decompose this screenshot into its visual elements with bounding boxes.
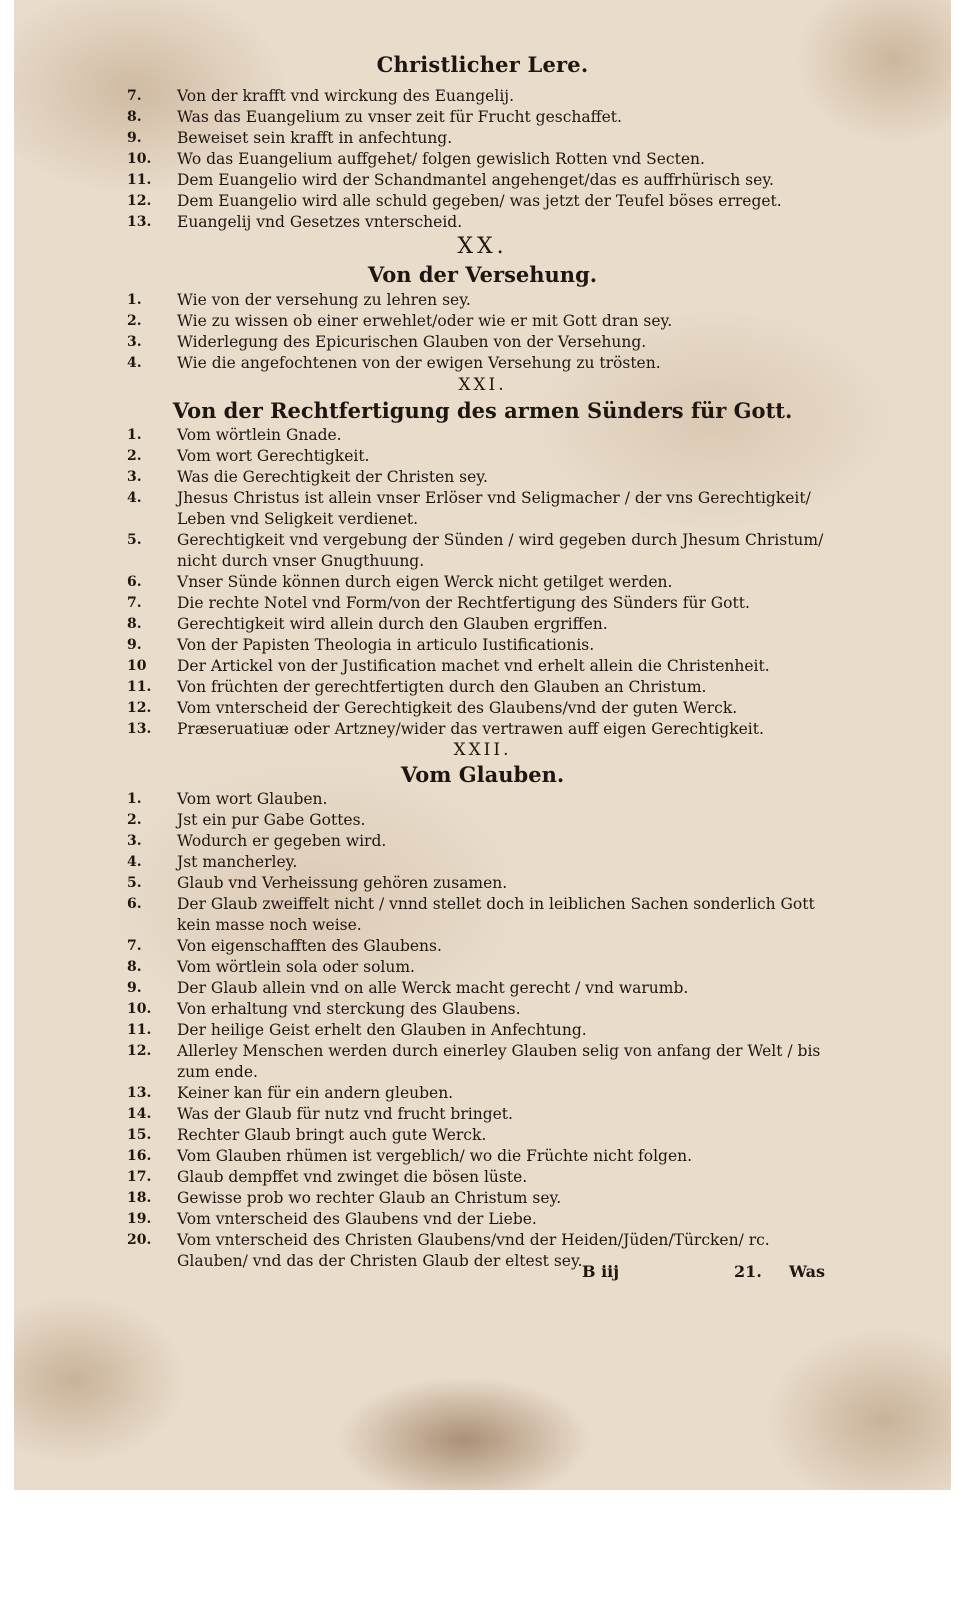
- item-text: Gerechtigkeit vnd vergebung der Sünden / wird gegeben durch Jhesum Christum/ nicht durch vnser Gnugthuung.: [177, 531, 824, 570]
- item-number: 3.: [127, 334, 142, 350]
- item-number: 12.: [127, 193, 152, 209]
- item-text: Wie die angefochtenen von der ewigen Versehung zu trösten.: [177, 354, 661, 372]
- item-number: 9.: [127, 637, 142, 653]
- item-number: 9.: [127, 980, 142, 996]
- item-text: Allerley Menschen werden durch einerley Glauben selig von anfang der Welt / bis zum ende.: [177, 1042, 821, 1081]
- item-text: Gewisse prob wo rechter Glaub an Christum sey.: [177, 1189, 562, 1207]
- item-number: 12.: [127, 1043, 152, 1059]
- item-number: 8.: [127, 616, 142, 632]
- item-text: Der heilige Geist erhelt den Glauben in Anfechtung.: [177, 1021, 587, 1039]
- item-text: Was das Euangelium zu vnser zeit für Frucht geschaffet.: [177, 108, 622, 126]
- item-text: Von früchten der gerechtfertigten durch den Glauben an Christum.: [177, 678, 707, 696]
- item-number: 7.: [127, 595, 142, 611]
- item-text: Von der Papisten Theologia in articulo Iustificationis.: [177, 636, 595, 654]
- item-number: 5.: [127, 875, 142, 891]
- item-text: Wodurch er gegeben wird.: [177, 832, 387, 850]
- item-text: Von der krafft vnd wirckung des Euangelij.: [177, 87, 515, 105]
- item-number: 3.: [127, 833, 142, 849]
- item-text: Was die Gerechtigkeit der Christen sey.: [177, 468, 488, 486]
- item-number: 11.: [127, 679, 152, 695]
- catchword: Was: [789, 1262, 825, 1281]
- item-text: Vom wort Gerechtigkeit.: [177, 447, 370, 465]
- item-number: 10.: [127, 151, 152, 167]
- item-number: 20.: [127, 1232, 152, 1248]
- item-number: 13.: [127, 1085, 152, 1101]
- item-number: 13.: [127, 214, 152, 230]
- item-number: 5.: [127, 532, 142, 548]
- item-text: Rechter Glaub bringt auch gute Werck.: [177, 1126, 487, 1144]
- item-text: Die rechte Notel vnd Form/von der Rechtfertigung des Sünders für Gott.: [177, 594, 750, 612]
- item-text: Widerlegung des Epicurischen Glauben von der Versehung.: [177, 333, 647, 351]
- item-text: Vom wörtlein sola oder solum.: [177, 958, 415, 976]
- item-number: 15.: [127, 1127, 152, 1143]
- catch-number: 21.: [734, 1262, 762, 1281]
- signature-mark: B iij: [582, 1262, 620, 1281]
- item-text: Der Artickel von der Justification machet vnd erhelt allein die Christenheit.: [177, 657, 770, 675]
- item-number: 8.: [127, 959, 142, 975]
- item-number: 13.: [127, 721, 152, 737]
- item-text: Glaub vnd Verheissung gehören zusamen.: [177, 874, 508, 892]
- item-number: 14.: [127, 1106, 152, 1122]
- item-number: 2.: [127, 812, 142, 828]
- item-text: Beweiset sein krafft in anfechtung.: [177, 129, 453, 147]
- item-text: Vnser Sünde können durch eigen Werck nicht getilget werden.: [177, 573, 673, 591]
- item-text: Von eigenschafften des Glaubens.: [177, 937, 442, 955]
- item-text: Von erhaltung vnd sterckung des Glaubens.: [177, 1000, 521, 1018]
- item-number: 18.: [127, 1190, 152, 1206]
- item-text: Vom vnterscheid des Glaubens vnd der Liebe.: [177, 1210, 537, 1228]
- item-text: Der Glaub allein vnd on alle Werck macht gerecht / vnd warumb.: [177, 979, 689, 997]
- section-title: Vom Glauben.: [400, 762, 565, 787]
- item-text: Jst mancherley.: [177, 853, 298, 871]
- item-number: 10: [127, 658, 147, 674]
- item-text: Was der Glaub für nutz vnd frucht bringet.: [177, 1105, 513, 1123]
- item-text: Vom wort Glauben.: [177, 790, 328, 808]
- item-number: 17.: [127, 1169, 152, 1185]
- item-text: Jst ein pur Gabe Gottes.: [177, 811, 366, 829]
- page-sheet: [14, 0, 951, 1490]
- item-number: 11.: [127, 1022, 152, 1038]
- item-number: 4.: [127, 490, 142, 506]
- item-number: 7.: [127, 88, 142, 104]
- item-number: 1.: [127, 427, 142, 443]
- item-number: 2.: [127, 448, 142, 464]
- item-number: 1.: [127, 292, 142, 308]
- item-text: Euangelij vnd Gesetzes vnterscheid.: [177, 213, 463, 231]
- item-number: 9.: [127, 130, 142, 146]
- item-number: 10.: [127, 1001, 152, 1017]
- item-number: 8.: [127, 109, 142, 125]
- item-number: 3.: [127, 469, 142, 485]
- section-number: XX.: [457, 234, 508, 259]
- item-text: Der Glaub zweiffelt nicht / vnnd stellet doch in leiblichen Sachen sonderlich Gott kein masse noch weise.: [177, 895, 815, 934]
- section-title: Von der Rechtfertigung des armen Sünders für Gott.: [172, 398, 793, 423]
- item-number: 7.: [127, 938, 142, 954]
- item-number: 4.: [127, 355, 142, 371]
- item-text: Keiner kan für ein andern gleuben.: [177, 1084, 454, 1102]
- item-text: Wie von der versehung zu lehren sey.: [177, 291, 471, 309]
- item-number: 4.: [127, 854, 142, 870]
- item-number: 19.: [127, 1211, 152, 1227]
- item-number: 1.: [127, 791, 142, 807]
- item-text: Præseruatiuæ oder Artzney/wider das vertrawen auff eigen Gerechtigkeit.: [177, 720, 764, 738]
- item-number: 6.: [127, 574, 142, 590]
- item-text: Dem Euangelio wird der Schandmantel angehenget/das es auffrhürisch sey.: [177, 171, 774, 189]
- item-number: 11.: [127, 172, 152, 188]
- item-text: Vom Glauben rhümen ist vergeblich/ wo die Früchte nicht folgen.: [177, 1147, 693, 1165]
- item-text: Dem Euangelio wird alle schuld gegeben/ was jetzt der Teufel böses erreget.: [177, 192, 782, 210]
- item-text: Gerechtigkeit wird allein durch den Glauben ergriffen.: [177, 615, 608, 633]
- item-text: Wo das Euangelium auffgehet/ folgen gewislich Rotten vnd Secten.: [177, 150, 705, 168]
- item-text: Vom wörtlein Gnade.: [177, 426, 342, 444]
- item-number: 2.: [127, 313, 142, 329]
- section-number: XXII.: [453, 740, 512, 760]
- running-head: Christlicher Lere.: [376, 52, 589, 77]
- item-text: Glaub dempffet vnd zwinget die bösen lüste.: [177, 1168, 528, 1186]
- item-text: Jhesus Christus ist allein vnser Erlöser vnd Seligmacher / der vns Gerechtigkeit/ Leben vnd Seligkeit verdienet.: [177, 489, 811, 528]
- section-number: XXI.: [458, 375, 507, 395]
- item-number: 6.: [127, 896, 142, 912]
- item-text: Vom vnterscheid des Christen Glaubens/vnd der Heiden/Jüden/Türcken/ rc. Glauben/ vnd das der Christen Glaub der eltest sey.: [177, 1231, 770, 1270]
- item-number: 12.: [127, 700, 152, 716]
- item-number: 16.: [127, 1148, 152, 1164]
- item-text: Wie zu wissen ob einer erwehlet/oder wie er mit Gott dran sey.: [177, 312, 673, 330]
- section-title: Von der Versehung.: [367, 262, 598, 287]
- item-text: Vom vnterscheid der Gerechtigkeit des Glaubens/vnd der guten Werck.: [177, 699, 738, 717]
